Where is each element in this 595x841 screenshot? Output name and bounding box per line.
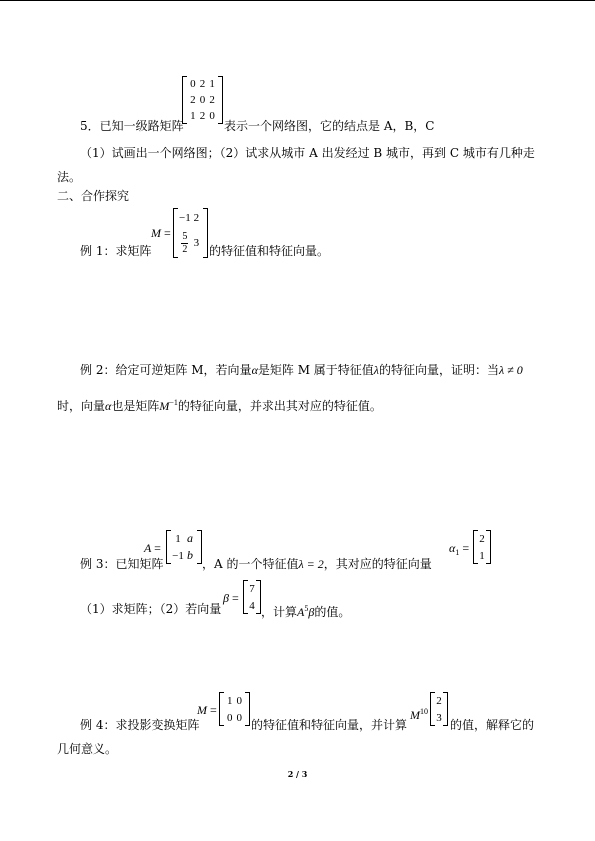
ex4-matrix — [219, 692, 250, 726]
ex3-m01: a — [187, 531, 193, 545]
ex4-m00: 1 — [227, 694, 233, 707]
ex4-v1: 3 — [436, 711, 442, 724]
ex1-matrix — [173, 208, 208, 258]
ex3-alpha1: $\alpha_1$ = — [449, 541, 470, 557]
item5-m10: 2 — [190, 94, 196, 106]
ex3-m00: 1 — [175, 532, 181, 545]
ex3-v0: 2 — [479, 532, 485, 545]
ex1-m11: 3 — [193, 237, 200, 250]
ex4-v0: 2 — [436, 694, 442, 707]
item5-m21: 2 — [199, 110, 206, 122]
ex4-label: 例 4：求投影变换矩阵 — [80, 718, 200, 732]
item5-suffix: 表示一个网络图，它的结点是 A，B，C — [224, 119, 435, 133]
ex3-v2-0: 7 — [249, 582, 255, 595]
item5-line2: （1）试画出一个网络图；（2）试求从城市 A 出发经过 B 城市，再到 C 城市有几种走 — [80, 146, 535, 160]
ex3-m10: −1 — [172, 549, 184, 562]
item5-m11: 0 — [199, 94, 206, 106]
ex3-m11: b — [187, 548, 193, 562]
ex3-line2b: ，计算$A^5\beta$的值。 — [261, 604, 351, 619]
header-rule — [0, 0, 595, 1]
item5-m00: 0 — [190, 78, 196, 90]
ex3-vector2 — [243, 580, 261, 614]
ex1-m00: −1 — [179, 212, 191, 225]
ex3-matrix — [166, 530, 202, 564]
ex4-line2: 几何意义。 — [57, 742, 118, 756]
ex4-text: 的特征值和特征向量，并计算 — [251, 718, 408, 732]
ex4-m01: 0 — [236, 694, 242, 707]
item5-m12: 2 — [209, 94, 215, 106]
section-heading: 二、合作探究 — [57, 189, 130, 203]
ex1-m01: 2 — [193, 212, 200, 225]
item5-prefix: 5．已知一级路矩阵 — [80, 119, 184, 133]
ex3-var: A = — [144, 541, 161, 555]
ex4-var: M = — [197, 703, 217, 717]
ex4-text2: 的值，解释它的 — [450, 718, 535, 732]
ex2-line2: 时，向量α也是矩阵$M^{-1}$的特征向量，并求出其对应的特征值。 — [57, 398, 382, 413]
ex1-suffix: 的特征值和特征向量。 — [209, 244, 330, 258]
item5-m22: 0 — [209, 110, 215, 122]
ex3-text: ，A 的一个特征值λ = 2，其对应的特征向量 — [202, 557, 432, 571]
ex3-v2-1: 4 — [249, 599, 255, 612]
ex4-vector — [430, 692, 448, 726]
ex4-m11: 0 — [236, 711, 242, 724]
ex3-label: 例 3：已知矩阵 — [80, 557, 164, 571]
item5-m01: 2 — [199, 78, 206, 90]
ex1-var: M = — [151, 226, 171, 240]
ex2-line1: 例 2：给定可逆矩阵 M，若向量α是矩阵 M 属于特征值λ的特征向量，证明：当λ ≠ 0 — [80, 363, 523, 377]
item5-line3: 法。 — [57, 170, 82, 184]
ex3-v1: 1 — [479, 549, 485, 562]
item5-m02: 1 — [209, 78, 215, 90]
ex1-m10: $\frac{5}{2}$ — [182, 230, 188, 255]
item5-matrix — [182, 76, 223, 124]
ex3-line2a: （1）求矩阵；（2）若向量 — [80, 602, 222, 616]
ex4-power: $M^{10}$ — [410, 707, 428, 722]
item5-m20: 1 — [190, 110, 196, 122]
ex3-vector — [473, 530, 491, 564]
ex4-m10: 0 — [227, 711, 233, 724]
ex3-beta: β = — [223, 591, 239, 605]
ex1-label: 例 1：求矩阵 — [80, 244, 152, 258]
page-number: 2 / 3 — [287, 769, 308, 779]
